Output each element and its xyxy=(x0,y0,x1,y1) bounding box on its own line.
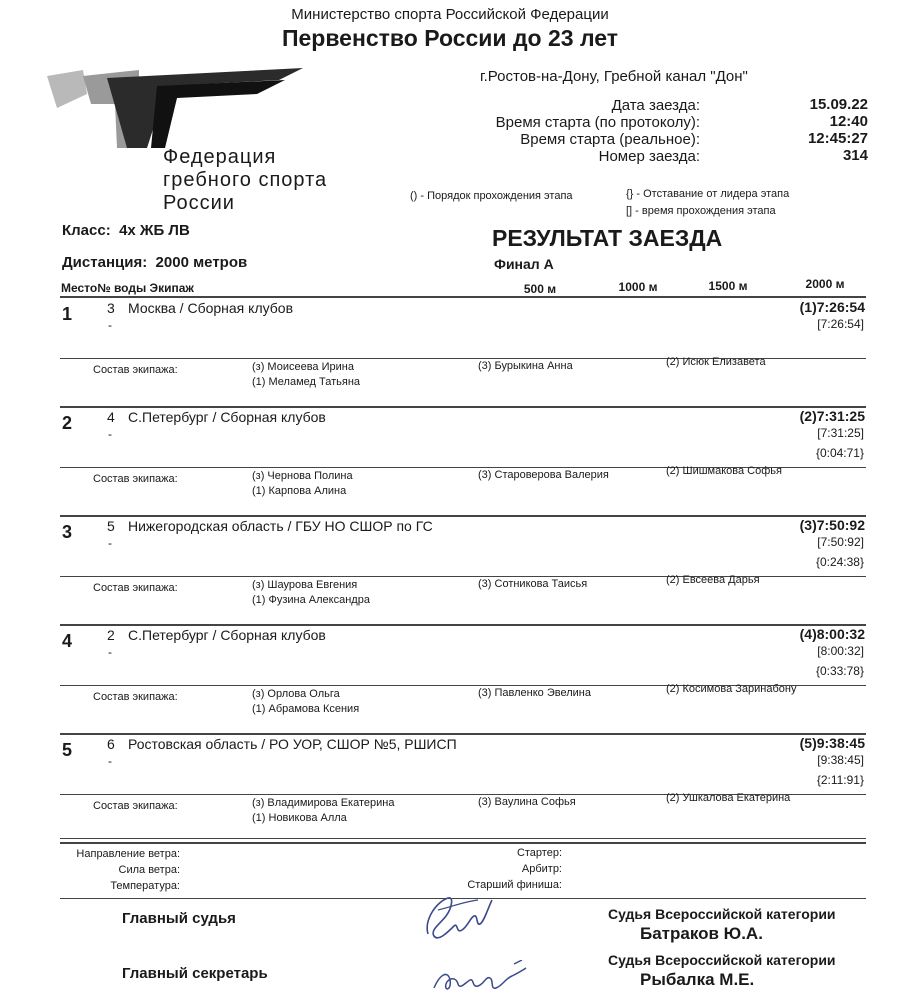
result-gap: {0:04:71} xyxy=(815,446,864,460)
col-split-500: 500 м xyxy=(523,282,557,296)
crew-member: (1) Абрамова Ксения xyxy=(252,703,360,715)
result-dash: - xyxy=(108,645,112,659)
chief-secretary-category: Судья Всероссийской категории xyxy=(608,952,836,968)
result-gap: {2:11:91} xyxy=(816,773,864,787)
venue: г.Ростов-на-Дону, Гребной канал "Дон" xyxy=(480,68,748,85)
result-gap: {0:24:38} xyxy=(815,555,864,569)
crew-label: Состав экипажа: xyxy=(93,364,178,376)
weather-strength-label: Сила ветра: xyxy=(118,864,180,876)
col-split-1000: 1000 м xyxy=(618,280,658,294)
col-crew: Экипаж xyxy=(149,281,194,295)
result-place: 5 xyxy=(62,740,73,760)
result-dash: - xyxy=(108,536,112,550)
crew-member: (з) Владимирова Екатерина xyxy=(252,797,395,809)
crew-label: Состав экипажа: xyxy=(93,582,178,594)
crew-member: (2) Косимова Заринабону xyxy=(666,683,797,695)
chief-secretary-role: Главный секретарь xyxy=(122,965,268,982)
result-divider xyxy=(60,515,866,517)
chief-judge-category: Судья Всероссийской категории xyxy=(608,906,836,922)
result-lane: 4 xyxy=(107,409,115,425)
footer-divider xyxy=(60,838,866,839)
crew-member: (з) Орлова Ольга xyxy=(252,688,340,700)
federation-line-1: Федерация xyxy=(163,146,277,168)
result-team: Ростовская область / РО УОР, СШОР №5, РШИСП xyxy=(128,736,457,752)
col-lane: № воды xyxy=(97,281,147,295)
result-lane: 5 xyxy=(107,518,115,534)
crew-member: (2) Шишмакова Софья xyxy=(666,465,782,477)
weather-block xyxy=(76,846,180,894)
federation-name xyxy=(163,146,327,215)
crew-member: (1) Новикова Алла xyxy=(252,812,347,824)
result-place: 3 xyxy=(62,522,73,542)
result-split-time: [7:50:92] xyxy=(817,535,864,549)
federation-logo xyxy=(47,64,307,148)
result-team: С.Петербург / Сборная клубов xyxy=(128,409,326,425)
result-split-time: [7:26:54] xyxy=(817,317,864,331)
col-split-2000: 2000 м xyxy=(805,277,845,291)
class-label: Класс: xyxy=(62,222,111,239)
official-arbiter-label: Арбитр: xyxy=(521,863,562,875)
crew-member: (3) Сотникова Таисья xyxy=(478,578,588,590)
chief-secretary-signature xyxy=(430,960,530,1000)
federation-line-2: гребного спорта xyxy=(163,169,328,191)
class-value: 4х ЖБ ЛВ xyxy=(119,222,190,239)
crew-label: Состав экипажа: xyxy=(93,800,178,812)
officials-block xyxy=(467,845,562,893)
chief-judge-role: Главный судья xyxy=(122,910,236,927)
federation-line-3: России xyxy=(163,192,235,214)
info-heat-number-value: 314 xyxy=(842,147,868,164)
info-date-label: Дата заезда: xyxy=(611,97,700,114)
result-split-time: [7:31:25] xyxy=(817,426,864,440)
chief-judge-signature xyxy=(418,890,498,946)
crew-label: Состав экипажа: xyxy=(93,691,178,703)
result-title: РЕЗУЛЬТАТ ЗАЕЗДА xyxy=(492,225,723,251)
result-team: Москва / Сборная клубов xyxy=(128,300,294,316)
crew-member: (1) Фузина Александра xyxy=(252,594,370,606)
chief-secretary-name: Рыбалка М.Е. xyxy=(640,970,755,989)
result-lane: 6 xyxy=(107,736,115,752)
crew-member: (3) Ваулина Софья xyxy=(478,796,576,808)
weather-temperature-label: Температура: xyxy=(110,880,180,892)
crew-member: (1) Карпова Алина xyxy=(252,485,347,497)
distance-value: 2000 метров xyxy=(155,254,248,271)
final-label: Финал А xyxy=(494,256,554,272)
result-divider xyxy=(60,406,866,408)
crew-member: (3) Бурыкина Анна xyxy=(478,360,573,372)
crew-label: Состав экипажа: xyxy=(93,473,178,485)
result-divider xyxy=(60,842,866,844)
official-starter-label: Стартер: xyxy=(516,847,562,859)
result-final-time: (1)7:26:54 xyxy=(799,299,865,315)
ministry-title: Министерство спорта Российской Федерации xyxy=(291,6,609,23)
result-place: 1 xyxy=(62,304,73,324)
result-divider xyxy=(60,733,866,735)
info-start-real-label: Время старта (реальное): xyxy=(520,131,700,148)
crew-member: (з) Шаурова Евгения xyxy=(252,579,358,591)
result-team: С.Петербург / Сборная клубов xyxy=(128,627,326,643)
info-date-value: 15.09.22 xyxy=(809,96,868,113)
legend-gap: {} - Отставание от лидера этапа xyxy=(626,188,790,200)
class-row xyxy=(62,222,190,239)
result-split-time: [9:38:45] xyxy=(817,753,864,767)
crew-member: (1) Меламед Татьяна xyxy=(252,376,361,388)
header-divider xyxy=(60,296,866,298)
col-place: Место xyxy=(61,281,98,295)
legend-time: [] - время прохождения этапа xyxy=(626,205,776,217)
result-split-time: [8:00:32] xyxy=(817,644,864,658)
info-start-protocol-label: Время старта (по протоколу): xyxy=(495,114,700,131)
result-final-time: (2)7:31:25 xyxy=(799,408,865,424)
result-dash: - xyxy=(108,754,112,768)
result-place: 4 xyxy=(62,631,73,651)
result-lane: 2 xyxy=(107,627,115,643)
crew-member: (2) Ушкалова Екатерина xyxy=(666,792,791,804)
event-title: Первенство России до 23 лет xyxy=(281,25,619,51)
distance-label: Дистанция: xyxy=(62,254,148,271)
crew-member: (з) Моисеева Ирина xyxy=(252,361,354,373)
info-start-real-value: 12:45:27 xyxy=(807,130,868,147)
result-dash: - xyxy=(108,318,112,332)
weather-direction-label: Направление ветра: xyxy=(76,848,180,860)
info-values xyxy=(808,96,868,164)
crew-member: (3) Староверова Валерия xyxy=(478,469,609,481)
result-place: 2 xyxy=(62,413,73,433)
result-lane: 3 xyxy=(107,300,115,316)
column-headers xyxy=(61,281,194,295)
result-gap: {0:33:78} xyxy=(815,664,864,678)
result-final-time: (3)7:50:92 xyxy=(799,517,865,533)
distance-row xyxy=(62,254,247,271)
info-labels xyxy=(496,97,700,165)
result-team: Нижегородская область / ГБУ НО СШОР по ГС xyxy=(128,518,433,534)
result-final-time: (5)9:38:45 xyxy=(799,735,865,751)
info-heat-number-label: Номер заезда: xyxy=(598,148,700,165)
crew-member: (2) Исюк Елизавета xyxy=(666,356,766,368)
info-start-protocol-value: 12:40 xyxy=(829,113,868,130)
result-divider xyxy=(60,624,866,626)
crew-member: (2) Евсеева Дарья xyxy=(666,574,760,586)
crew-member: (з) Чернова Полина xyxy=(252,470,353,482)
result-dash: - xyxy=(108,427,112,441)
crew-member: (3) Павленко Эвелина xyxy=(478,687,591,699)
result-final-time: (4)8:00:32 xyxy=(799,626,865,642)
chief-judge-name: Батраков Ю.А. xyxy=(640,924,763,943)
legend-order: () - Порядок прохождения этапа xyxy=(410,190,573,202)
col-split-1500: 1500 м xyxy=(708,279,748,293)
official-finish-label: Старший финиша: xyxy=(467,879,562,891)
